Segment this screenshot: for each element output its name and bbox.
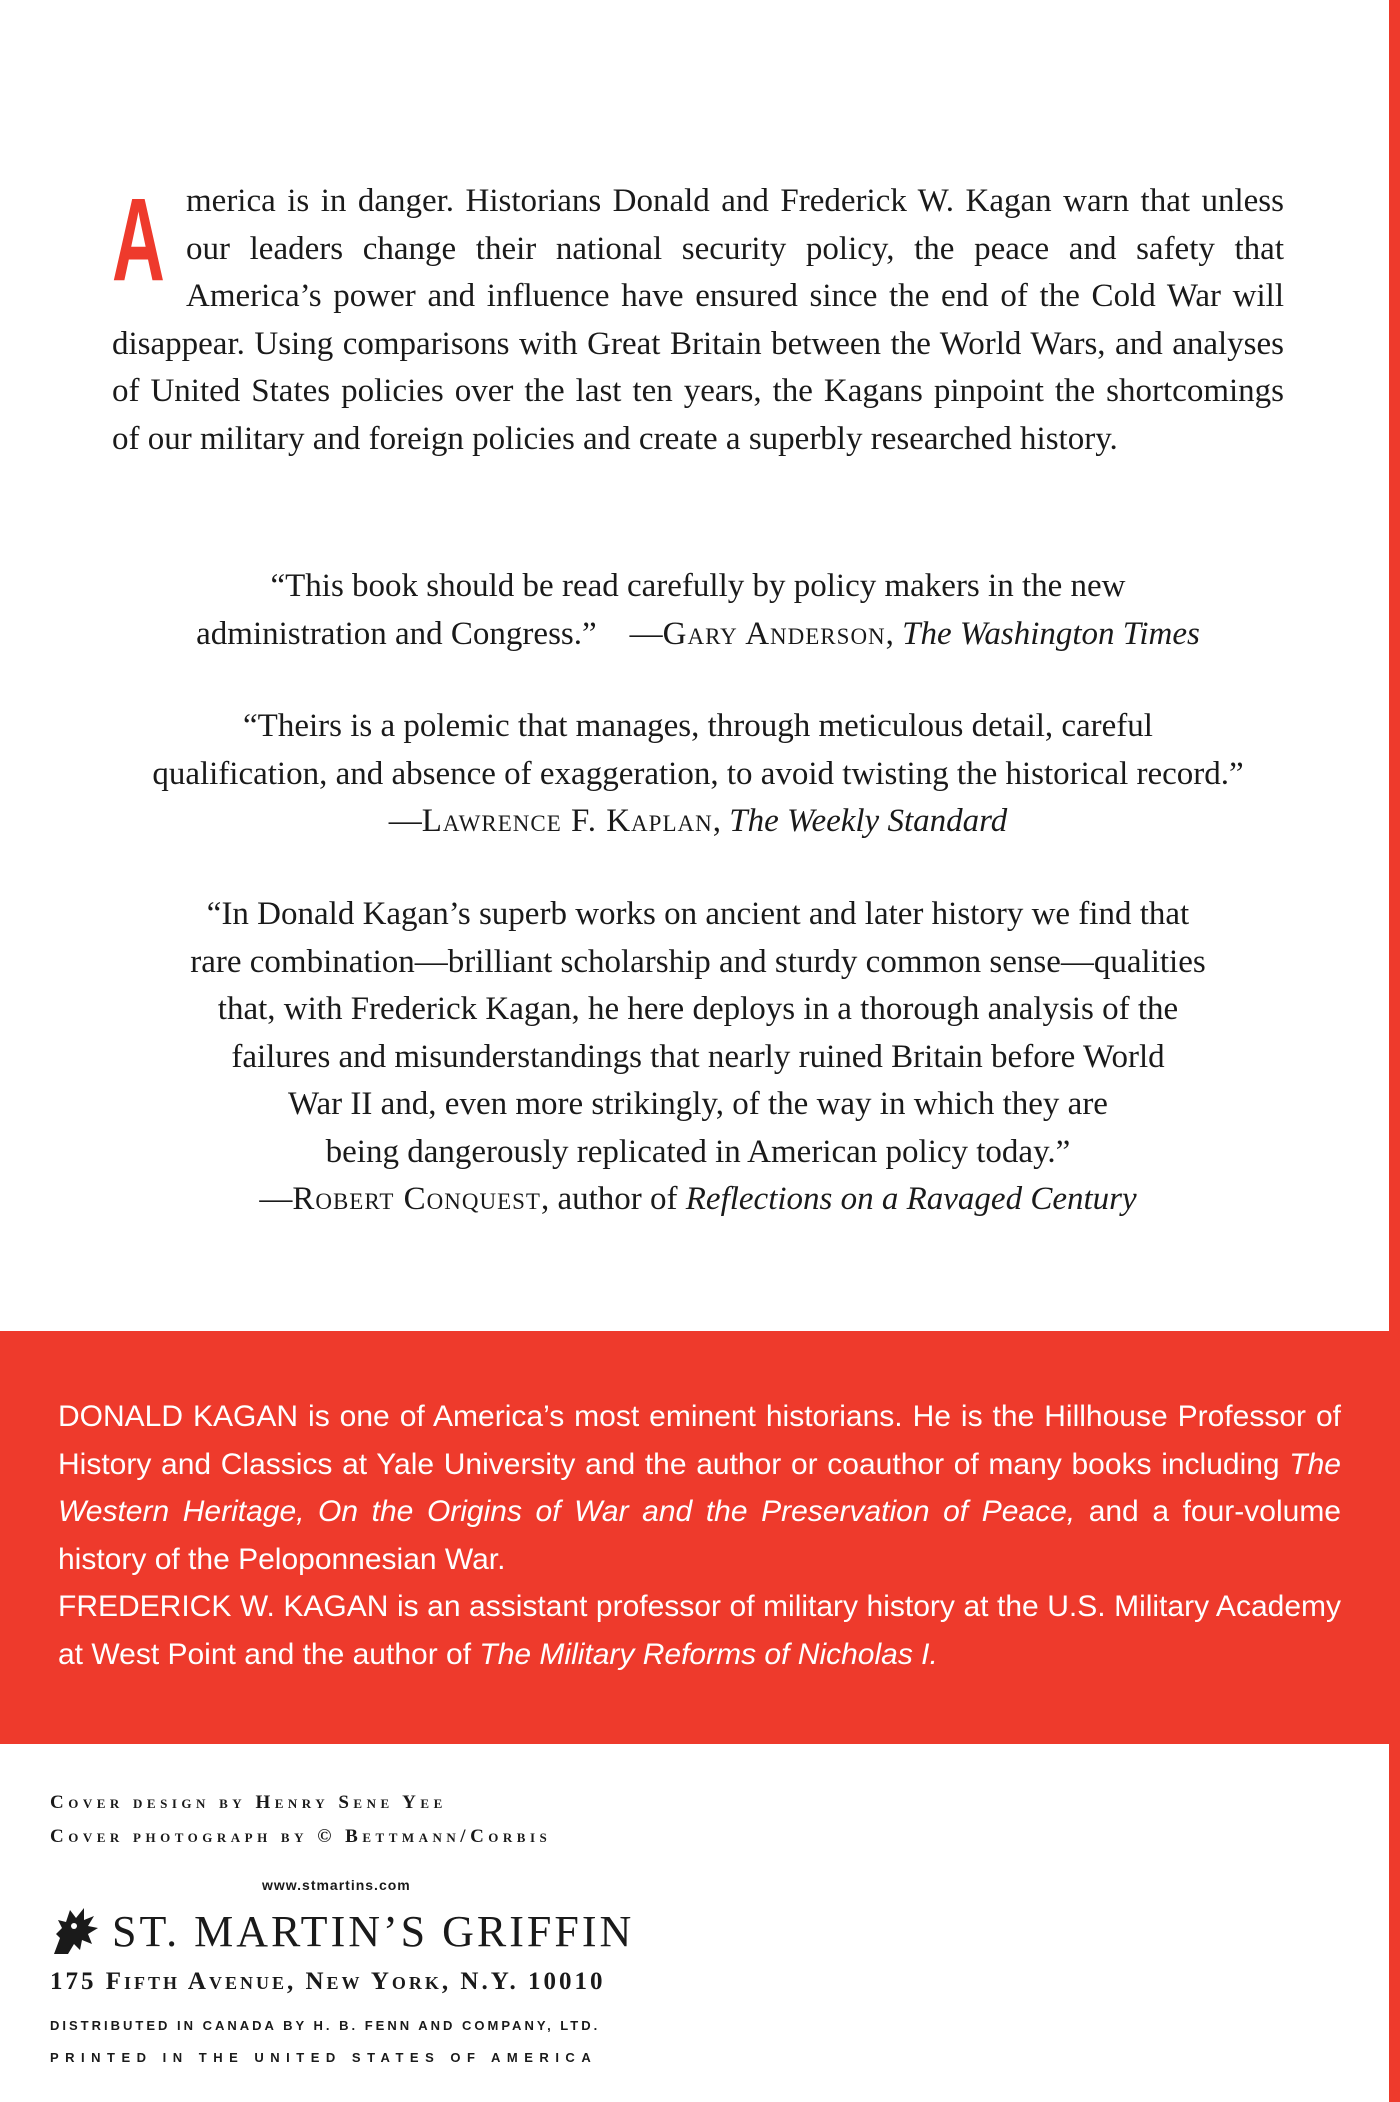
red-edge-bar	[1389, 0, 1400, 2102]
author-bio	[58, 1393, 1341, 1678]
quote-line: “This book should be read carefully by policy makers in the new	[270, 568, 1126, 604]
author-bio-band	[0, 1331, 1389, 1744]
distribution-note: DISTRIBUTED IN CANADA BY H. B. FENN AND COMPANY, LTD.	[50, 2018, 601, 2033]
attribution-source: The Washington Times	[902, 615, 1200, 652]
quote-line: administration and Congress.”	[196, 615, 597, 652]
publisher-website: www.stmartins.com	[262, 1877, 411, 1893]
quote-line: rare combination—brilliant scholarship and sturdy common sense—qualities	[190, 943, 1206, 980]
bio-text: and a four-volume history of the Peloponnesian War.	[58, 1495, 1341, 1576]
quote-line: that, with Frederick Kagan, he here deploys in a thorough analysis of the	[217, 991, 1179, 1027]
book-blurb	[112, 174, 1284, 463]
bio-text: is an assistant professor of military history at the U.S. Military Academy at West Point and the author of	[58, 1590, 1341, 1671]
griffin-logo-icon	[50, 1904, 102, 1958]
bio-text: is one of America’s most eminent historians. He is the Hillhouse Professor of History and Classics at Yale University and the author or coauthor of many books including	[58, 1400, 1342, 1481]
quote-conquest	[112, 891, 1284, 1224]
attribution-role: author of	[557, 1181, 678, 1217]
quote-line: failures and misunderstandings that nearly ruined Britain before World	[231, 1038, 1165, 1075]
cover-photo-credit: Cover photograph by © Bettmann/Corbis	[50, 1826, 552, 1847]
attribution-name: Robert Conquest	[292, 1181, 541, 1217]
quote-line: War II and, even more strikingly, of the way in which they are	[288, 1086, 1108, 1122]
cover-credits	[50, 1786, 551, 1854]
attribution-name: Gary Anderson	[662, 615, 886, 652]
publisher-name: ST. MARTIN’S GRIFFIN	[112, 1907, 635, 1956]
blurb-text: merica is in danger. Historians Donald and Frederick W. Kagan warn that unless our leaders change their national security policy, the peace and safety that America’s power and influence have ensured since the end of the Cold War will disappear. Using comparisons with Great Britain between the World Wars, and analyses of United States policies over the last ten years, the Kagans pinpoint the shortcomings of our military and foreign policies and create a superbly researched history.	[112, 183, 1284, 457]
attribution-source: Reflections on a Ravaged Century	[685, 1181, 1137, 1217]
quote-kaplan	[112, 703, 1284, 846]
publisher-address: 175 Fifth Avenue, New York, N.Y. 10010	[50, 1968, 606, 1995]
attribution-source: The Weekly Standard	[729, 803, 1008, 839]
cover-design-credit: Cover design by Henry Sene Yee	[50, 1792, 447, 1813]
quote-line: being dangerously replicated in American policy today.”	[325, 1133, 1071, 1170]
author-name-frederick: FREDERICK W. KAGAN	[58, 1590, 389, 1623]
quote-line-with-attribution: administration and Congress.” —Gary Anderson, The Washington Times	[196, 615, 1200, 652]
book-titles: The Western Heritage, On the Origins of War and the Preservation of Peace,	[58, 1447, 1341, 1528]
printing-note: PRINTED IN THE UNITED STATES OF AMERICA	[50, 2050, 598, 2065]
quote-anderson	[112, 563, 1284, 658]
quote-line: “In Donald Kagan’s superb works on ancient and later history we find that	[206, 896, 1190, 932]
quote-attribution: —Robert Conquest, author of Reflections on a Ravaged Century	[259, 1181, 1137, 1217]
author-name-donald: DONALD KAGAN	[58, 1400, 299, 1433]
publisher-block	[50, 1900, 690, 1960]
quote-attribution: —Lawrence F. Kaplan, The Weekly Standard	[388, 803, 1008, 839]
quote-line: qualification, and absence of exaggeration, to avoid twisting the historical record.”	[152, 755, 1244, 792]
drop-cap: A	[112, 174, 165, 306]
attribution-name: Lawrence F. Kaplan	[421, 803, 713, 839]
quote-line: “Theirs is a polemic that manages, through meticulous detail, careful	[243, 708, 1153, 744]
book-title: The Military Reforms of Nicholas I.	[479, 1637, 938, 1671]
